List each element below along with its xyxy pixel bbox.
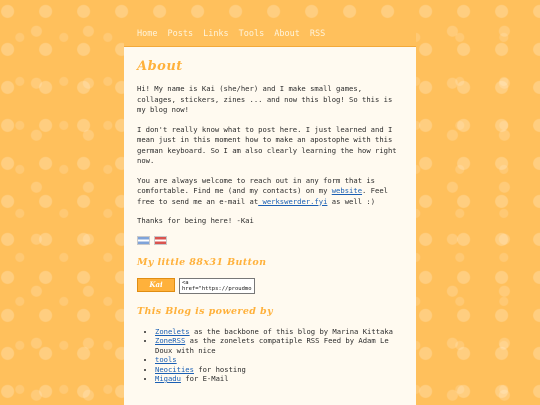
zonelets-link[interactable]: Zonelets [155, 326, 190, 336]
nav-rss[interactable]: RSS [309, 29, 326, 39]
zonerss-link[interactable]: ZoneRSS [155, 336, 186, 345]
button-row [137, 278, 403, 294]
list-item [155, 355, 403, 365]
list-item [155, 336, 403, 355]
nav-home[interactable]: Home [137, 29, 158, 39]
list-item-text: as the zonelets compatiple RSS Feed by Adam Le Doux with nice [155, 336, 389, 355]
powered-list [137, 327, 403, 384]
website-link[interactable]: website [331, 186, 363, 195]
flag-icon-1 [137, 236, 150, 245]
top-nav [124, 22, 416, 47]
list-item [155, 327, 403, 337]
intro-paragraph: Hi! My name is Kai (she/her) and I make small games, collages, stickers, zines ... and now this blog! So this is my blog now! [137, 84, 393, 114]
list-item [155, 365, 403, 375]
contact-paragraph [137, 176, 403, 208]
page-title: About [137, 59, 183, 74]
contact-text-1: You are always welcome to reach out in any form that is comfortable. Find me (and my contacts) on my [137, 175, 375, 195]
list-item-text: for E-Mail [180, 374, 229, 383]
email-link[interactable]: werkswerder.fyi [258, 196, 328, 206]
nav-links[interactable]: Links [203, 29, 229, 39]
list-item-text: as the backbone of this blog by Marina Kittaka [189, 326, 394, 336]
contact-text-2: . Feel free to send me an e-mail at [137, 186, 388, 206]
nav-posts[interactable]: Posts [167, 29, 194, 39]
flag-icon-2 [154, 236, 167, 245]
powered-section-title: This Blog is powered by [137, 305, 273, 317]
neocities-link[interactable]: Neocities [155, 364, 194, 374]
tools-link[interactable]: tools [155, 355, 177, 364]
flag-row [137, 236, 403, 245]
list-item-text: for hosting [193, 364, 246, 374]
badge-code-textarea[interactable]: <a href="https://proudmo [179, 278, 255, 294]
keyboard-paragraph: I don't really know what to post here. I just learned and I mean just in this moment how to make an apostophe with this german keyboard. So I am also clearly learning the how right now. [137, 124, 397, 165]
button-section-title: My little 88x31 Button [137, 256, 267, 268]
migadu-link[interactable]: Migadu [155, 374, 181, 383]
list-item [155, 374, 403, 384]
content-panel [124, 47, 416, 405]
site-badge[interactable]: Kai [137, 278, 175, 292]
page-wrapper [124, 22, 416, 405]
nav-about[interactable]: About [274, 29, 300, 39]
thanks-paragraph: Thanks for being here! -Kai [137, 216, 254, 225]
contact-text-3: as well :) [327, 196, 376, 206]
nav-tools[interactable]: Tools [238, 29, 265, 39]
